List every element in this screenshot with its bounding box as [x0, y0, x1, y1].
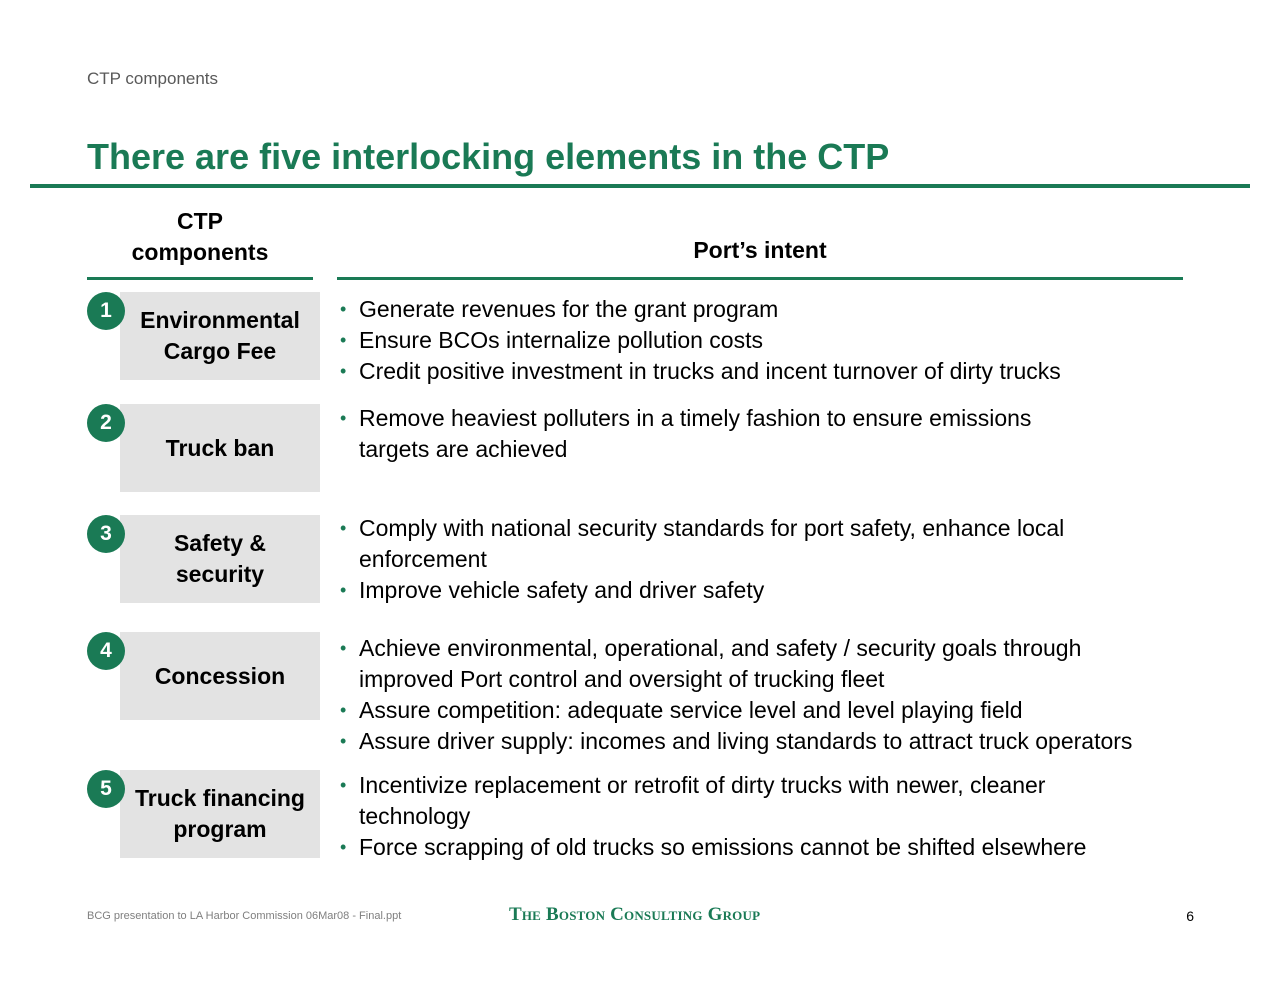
component-label-line-1: Truck ban — [165, 434, 275, 461]
components-header-line-1: CTP — [177, 208, 223, 234]
intent-bullet — [340, 726, 1260, 757]
footer-source: BCG presentation to LA Harbor Commission 06Mar08 - Final.ppt — [87, 910, 402, 922]
intent-text: Force scrapping of old trucks so emissions cannot be shifted elsewhere — [359, 834, 1087, 860]
intent-text-continued: targets are achieved — [359, 436, 568, 462]
intent-column-header: Port’s intent — [693, 237, 827, 263]
component-label-line-2: program — [173, 816, 267, 842]
bullet-dot-icon: • — [340, 580, 347, 600]
components-header-divider — [87, 277, 313, 280]
intent-text: Ensure BCOs internalize pollution costs — [359, 327, 763, 353]
component-box-4 — [120, 632, 320, 720]
component-label-line-1: Environmental — [140, 307, 300, 333]
intent-text-continued: technology — [359, 803, 471, 829]
number-badge-2: 2 — [87, 404, 125, 442]
bcg-logo: The Boston Consulting Group — [509, 904, 761, 925]
intent-bullet — [340, 633, 1260, 695]
intent-bullet — [340, 513, 1260, 575]
intent-text: Achieve environmental, operational, and safety / security goals through — [359, 635, 1082, 661]
intent-bullet — [340, 403, 1260, 465]
intent-text: Assure competition: adequate service level and level playing field — [359, 697, 1023, 723]
intent-text-continued: improved Port control and oversight of trucking fleet — [359, 666, 885, 692]
intent-list-5 — [340, 770, 1260, 863]
intent-bullet — [340, 695, 1260, 726]
title-divider — [30, 184, 1250, 188]
component-label-line-1: Truck financing — [135, 785, 305, 811]
component-label-line-1: Safety & — [173, 530, 267, 556]
section-label: CTP components — [87, 69, 219, 88]
intent-text: Improve vehicle safety and driver safety — [359, 577, 765, 603]
bullet-dot-icon: • — [340, 700, 347, 720]
intent-text-continued: enforcement — [359, 546, 487, 572]
intent-bullet — [340, 575, 1260, 606]
intent-text: Remove heaviest polluters in a timely fashion to ensure emissions — [359, 405, 1032, 431]
number-badge-3: 3 — [87, 515, 125, 553]
bullet-dot-icon: • — [340, 330, 347, 350]
component-box-3 — [120, 515, 320, 603]
component-label-line-2: security — [175, 561, 265, 587]
number-badge-4: 4 — [87, 632, 125, 670]
intent-text: Generate revenues for the grant program — [359, 296, 779, 322]
bullet-dot-icon: • — [340, 638, 347, 658]
bullet-dot-icon: • — [340, 408, 347, 428]
components-header-line-2: components — [131, 239, 269, 265]
intent-header-divider — [337, 277, 1183, 280]
intent-bullet — [340, 325, 1260, 356]
intent-list-4 — [340, 633, 1260, 757]
components-column-header — [87, 206, 313, 268]
component-box-5 — [120, 770, 320, 858]
number-badge-5: 5 — [87, 770, 125, 808]
intent-bullet — [340, 770, 1260, 832]
bullet-dot-icon: • — [340, 837, 347, 857]
intent-bullet — [340, 356, 1260, 387]
component-label-line-1: Concession — [154, 662, 286, 689]
intent-text: Incentivize replacement or retrofit of dirty trucks with newer, cleaner — [359, 772, 1046, 798]
intent-text: Comply with national security standards for port safety, enhance local — [359, 515, 1065, 541]
bullet-dot-icon: • — [340, 299, 347, 319]
component-box-2 — [120, 404, 320, 492]
intent-text: Assure driver supply: incomes and living standards to attract truck operators — [359, 728, 1133, 754]
bullet-dot-icon: • — [340, 731, 347, 751]
page-number: 6 — [1186, 908, 1194, 924]
intent-bullet — [340, 294, 1260, 325]
number-badge-1: 1 — [87, 292, 125, 330]
bullet-dot-icon: • — [340, 518, 347, 538]
bullet-dot-icon: • — [340, 775, 347, 795]
component-label-line-2: Cargo Fee — [163, 338, 277, 364]
intent-list-1 — [340, 294, 1260, 387]
slide-title: There are five interlocking elements in the CTP — [87, 136, 890, 177]
intent-text: Credit positive investment in trucks and incent turnover of dirty trucks — [359, 358, 1061, 384]
intent-list-3 — [340, 513, 1260, 606]
bullet-dot-icon: • — [340, 361, 347, 381]
intent-bullet — [340, 832, 1260, 863]
intent-list-2 — [340, 403, 1260, 465]
component-box-1 — [120, 292, 320, 380]
